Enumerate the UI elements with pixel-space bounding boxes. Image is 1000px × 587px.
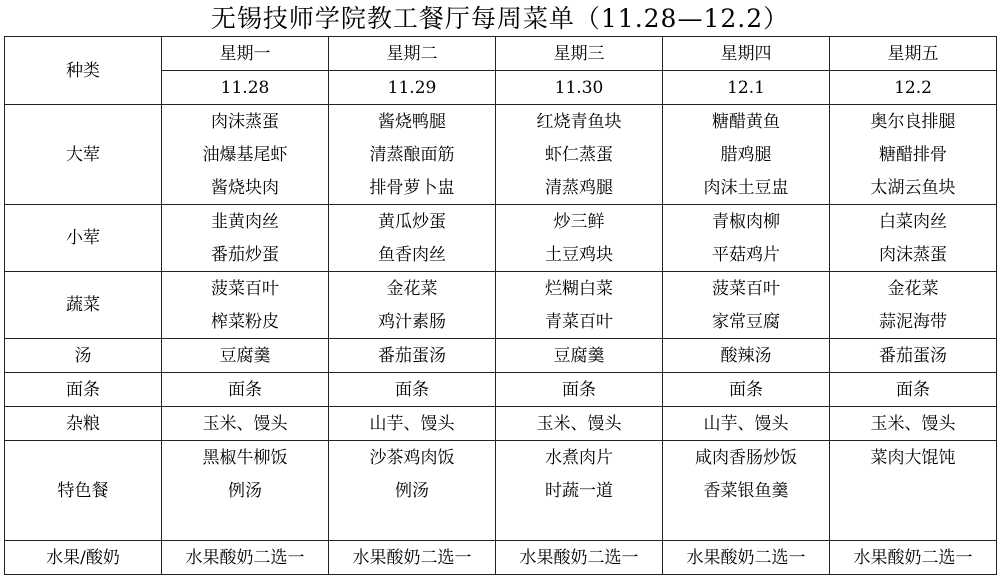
dish-cell: 菠菜百叶 xyxy=(162,272,329,306)
dish-cell: 酱烧鸭腿 xyxy=(329,105,496,139)
category-cell: 汤 xyxy=(5,339,162,373)
dish-cell: 番茄蛋汤 xyxy=(329,339,496,373)
menu-row xyxy=(5,441,997,475)
dish-cell: 时蔬一道 xyxy=(496,474,663,507)
date-cell: 11.29 xyxy=(329,71,496,105)
category-cell: 小荤 xyxy=(5,205,162,272)
dish-cell: 山芋、馒头 xyxy=(329,407,496,441)
dish-cell: 糖醋排骨 xyxy=(830,138,997,171)
dish-cell: 清蒸酿面筋 xyxy=(329,138,496,171)
dish-cell: 菠菜百叶 xyxy=(663,272,830,306)
dish-cell: 鸡汁素肠 xyxy=(329,305,496,339)
dish-cell: 玉米、馒头 xyxy=(162,407,329,441)
category-cell: 面条 xyxy=(5,373,162,407)
dish-cell xyxy=(329,507,496,541)
weekday-cell: 星期三 xyxy=(496,37,663,71)
dish-cell: 面条 xyxy=(329,373,496,407)
dish-cell xyxy=(663,507,830,541)
dish-cell: 金花菜 xyxy=(830,272,997,306)
dish-cell: 奥尔良排腿 xyxy=(830,105,997,139)
dish-cell: 番茄炒蛋 xyxy=(162,238,329,272)
dish-cell: 水果酸奶二选一 xyxy=(830,541,997,575)
dish-cell: 烂糊白菜 xyxy=(496,272,663,306)
dish-cell: 沙茶鸡肉饭 xyxy=(329,441,496,475)
dish-cell: 油爆基尾虾 xyxy=(162,138,329,171)
dish-cell: 玉米、馒头 xyxy=(496,407,663,441)
dish-cell: 青菜百叶 xyxy=(496,305,663,339)
category-cell: 水果/酸奶 xyxy=(5,541,162,575)
dish-cell: 水果酸奶二选一 xyxy=(162,541,329,575)
dish-cell: 蒜泥海带 xyxy=(830,305,997,339)
page-title: 无锡技师学院教工餐厅每周菜单（11.28—12.2） xyxy=(210,4,790,33)
dish-cell: 土豆鸡块 xyxy=(496,238,663,272)
dish-cell: 红烧青鱼块 xyxy=(496,105,663,139)
category-cell: 杂粮 xyxy=(5,407,162,441)
dish-cell xyxy=(162,507,329,541)
dish-cell: 金花菜 xyxy=(329,272,496,306)
dish-cell: 面条 xyxy=(830,373,997,407)
category-cell: 蔬菜 xyxy=(5,272,162,339)
dish-cell xyxy=(496,507,663,541)
header-weekday-row xyxy=(5,37,997,71)
category-header-cell: 种类 xyxy=(5,37,162,105)
weekday-cell: 星期四 xyxy=(663,37,830,71)
dish-cell: 白菜肉丝 xyxy=(830,205,997,239)
dish-cell: 炒三鲜 xyxy=(496,205,663,239)
menu-row xyxy=(5,205,997,239)
dish-cell: 豆腐羹 xyxy=(496,339,663,373)
dish-cell: 腊鸡腿 xyxy=(663,138,830,171)
dish-cell: 番茄蛋汤 xyxy=(830,339,997,373)
category-cell: 大荤 xyxy=(5,105,162,205)
category-cell: 特色餐 xyxy=(5,441,162,541)
dish-cell: 平菇鸡片 xyxy=(663,238,830,272)
dish-cell: 豆腐羹 xyxy=(162,339,329,373)
date-cell: 12.2 xyxy=(830,71,997,105)
dish-cell: 榨菜粉皮 xyxy=(162,305,329,339)
dish-cell: 肉沫土豆盅 xyxy=(663,171,830,205)
dish-cell: 面条 xyxy=(496,373,663,407)
date-cell: 11.28 xyxy=(162,71,329,105)
dish-cell: 黄瓜炒蛋 xyxy=(329,205,496,239)
dish-cell xyxy=(830,507,997,541)
dish-cell: 排骨萝卜盅 xyxy=(329,171,496,205)
dish-cell: 清蒸鸡腿 xyxy=(496,171,663,205)
dish-cell: 水煮肉片 xyxy=(496,441,663,475)
dish-cell: 家常豆腐 xyxy=(663,305,830,339)
menu-row xyxy=(5,272,997,306)
dish-cell: 咸肉香肠炒饭 xyxy=(663,441,830,475)
dish-cell: 虾仁蒸蛋 xyxy=(496,138,663,171)
dish-cell: 糖醋黄鱼 xyxy=(663,105,830,139)
menu-row xyxy=(5,407,997,441)
dish-cell: 肉沫蒸蛋 xyxy=(830,238,997,272)
weekday-cell: 星期一 xyxy=(162,37,329,71)
dish-cell: 水果酸奶二选一 xyxy=(496,541,663,575)
menu-row xyxy=(5,339,997,373)
menu-row xyxy=(5,541,997,575)
weekly-menu-table xyxy=(4,36,997,575)
weekday-cell: 星期二 xyxy=(329,37,496,71)
menu-row xyxy=(5,373,997,407)
dish-cell: 酸辣汤 xyxy=(663,339,830,373)
dish-cell: 菜肉大馄饨 xyxy=(830,441,997,475)
date-cell: 12.1 xyxy=(663,71,830,105)
dish-cell: 水果酸奶二选一 xyxy=(329,541,496,575)
menu-row xyxy=(5,105,997,139)
dish-cell: 玉米、馒头 xyxy=(830,407,997,441)
dish-cell: 面条 xyxy=(663,373,830,407)
dish-cell xyxy=(830,474,997,507)
dish-cell: 青椒肉柳 xyxy=(663,205,830,239)
dish-cell: 鱼香肉丝 xyxy=(329,238,496,272)
dish-cell: 山芋、馒头 xyxy=(663,407,830,441)
dish-cell: 酱烧块肉 xyxy=(162,171,329,205)
dish-cell: 香菜银鱼羹 xyxy=(663,474,830,507)
dish-cell: 水果酸奶二选一 xyxy=(663,541,830,575)
dish-cell: 黑椒牛柳饭 xyxy=(162,441,329,475)
dish-cell: 面条 xyxy=(162,373,329,407)
dish-cell: 太湖云鱼块 xyxy=(830,171,997,205)
dish-cell: 肉沫蒸蛋 xyxy=(162,105,329,139)
date-cell: 11.30 xyxy=(496,71,663,105)
dish-cell: 例汤 xyxy=(329,474,496,507)
dish-cell: 例汤 xyxy=(162,474,329,507)
weekday-cell: 星期五 xyxy=(830,37,997,71)
dish-cell: 韭黄肉丝 xyxy=(162,205,329,239)
